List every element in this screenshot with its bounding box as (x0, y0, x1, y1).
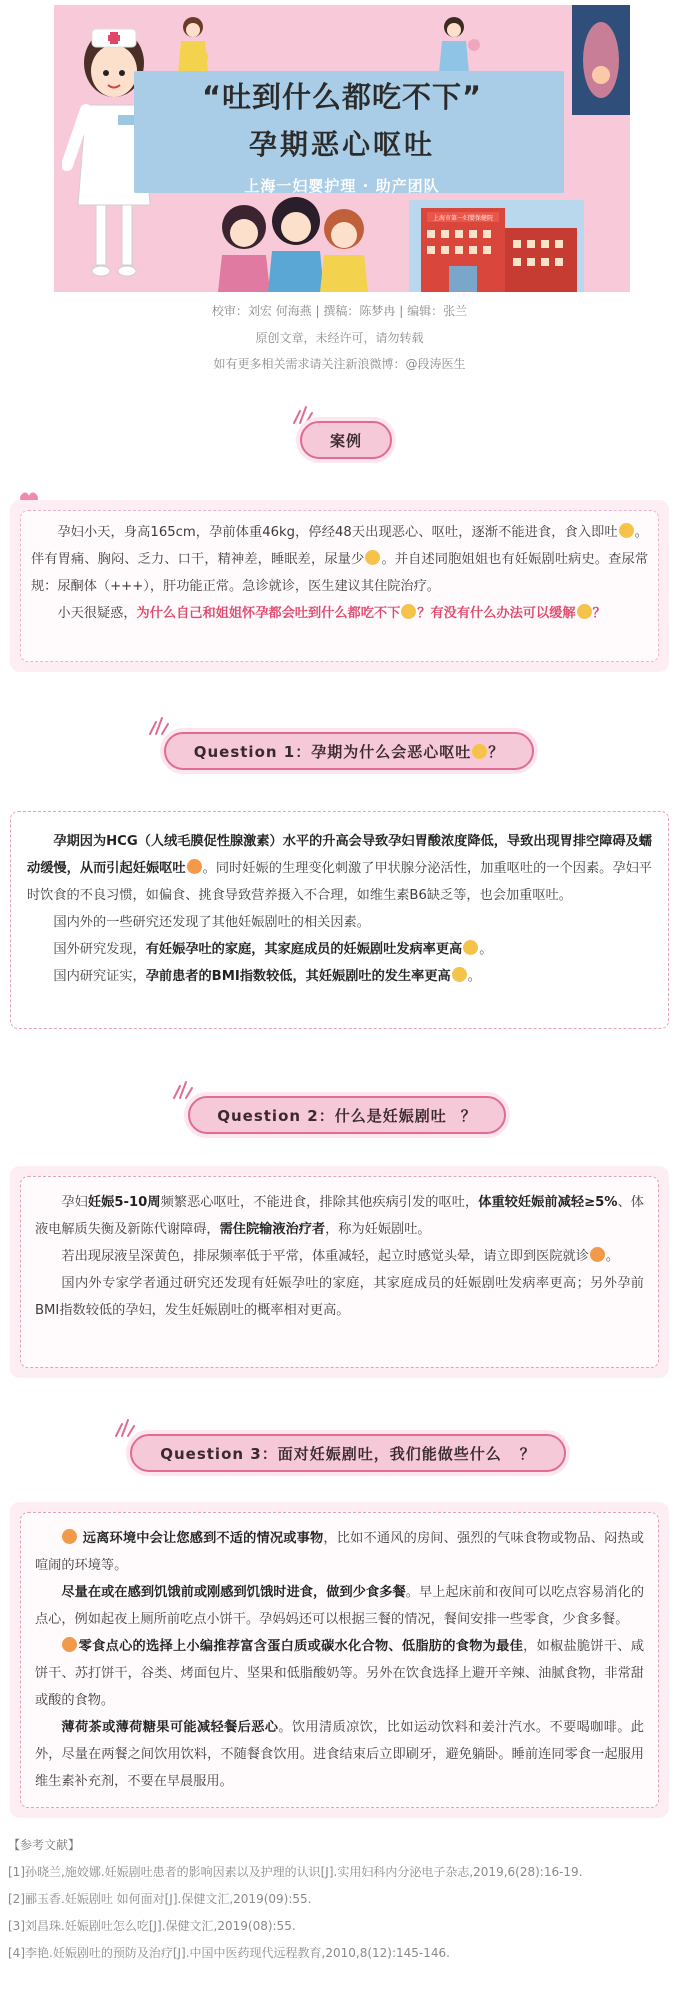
case-paragraph-1: 孕妇小天，身高165cm，孕前体重46kg，停经48天出现恶心、呕吐，逐渐不能进食，食入即吐 。伴有胃痛、胸闷、乏力、口干，精神差，睡眠差，尿量少 。并自述同胞姐姐也有妊娠剧吐病史。查尿常规：尿酮体（+++），肝功能正常。急诊就诊，医生建议其住院治疗。 (31, 525, 649, 594)
banner-subtitle: 孕期恶心呕吐 (248, 128, 435, 161)
case-paragraph-2: 小天很疑惑，为什么自己和姐姐怀孕都会吐到什么都吃不下 ？有没有什么办法可以缓解 ？ (57, 606, 606, 621)
hand-point-icon (62, 1637, 77, 1652)
thinking-face-icon (577, 604, 592, 619)
sparkle-icon (172, 1080, 194, 1100)
question-3-box (10, 1502, 669, 1818)
q2-paragraph-1: 孕妇妊娠5-10周频繁恶心呕吐，不能进食，排除其他疾病引发的呕吐，体重较妊娠前减轻≥5%、体液电解质失衡及新陈代谢障碍，需住院输液治疗者，称为妊娠剧吐。 (35, 1195, 644, 1237)
dizzy-face-icon (463, 940, 478, 955)
hospital-sign-text: 上海市第一妇婴保健院 (432, 215, 494, 222)
question-3-mark: ？ (519, 1444, 536, 1463)
vomit-face-icon (187, 859, 202, 874)
q1-paragraph-4: 国内研究证实，孕前患者的BMI指数较低，其妊娠剧吐的发生率更高 。 (53, 969, 481, 984)
hand-point-icon (62, 1529, 77, 1544)
question-1-mark: ？ (488, 742, 505, 761)
q1-paragraph-1: 孕期因为HCG（人绒毛膜促性腺激素）水平的升高会导致孕妇胃酸浓度降低，导致出现胃排空障碍及蠕动缓慢，从而引起妊娠呕吐 。同时妊娠的生理变化刺激了甲状腺分泌活性，加重呕吐的一个因素。孕妇平时饮食的不良习惯，如偏食、挑食导致营养摄入不合理，如维生素B6缺乏等，也会加重呕吐。 (27, 834, 652, 903)
awkward-face-icon (365, 550, 380, 565)
question-2-label (188, 1096, 506, 1134)
reference-item: [4]李艳.妊娠剧吐的预防及治疗[J].中国中医药现代远程教育,2010,8(12):145-146. (8, 1946, 450, 1960)
pregnant-woman-illustration (166, 13, 221, 77)
reference-item: [1]孙晓兰,施姣娜.妊娠剧吐患者的影响因素以及护理的认识[J].实用妇科内分泌电子杂志,2019,6(28):16-19. (8, 1865, 583, 1879)
q1-paragraph-3: 国外研究发现，有妊娠孕吐的家庭，其家庭成员的妊娠剧吐发病率更高 。 (53, 942, 493, 957)
q2-paragraph-2: 若出现尿液呈深黄色，排尿频率低于平常，体重减轻，起立时感觉头晕，请立即到医院就诊 。 (61, 1249, 620, 1264)
q2-paragraph-3: 国内外专家学者通过研究还发现有妊娠孕吐的家庭，其家庭成员的妊娠剧吐发病率更高；另外孕前BMI指数较低的孕妇，发生妊娠剧吐的概率相对更高。 (35, 1276, 644, 1318)
question-2-mark: ？ (460, 1106, 477, 1125)
q3-paragraph-4: 薄荷茶或薄荷糖果可能减轻餐后恶心。饮用清质凉饮，比如运动饮料和姜汁汽水。不要喝咖啡。此外，尽量在两餐之间饮用饮料，不随餐食饮用。进食结束后立即刷牙，避免躺卧。睡前连同零食一起服用维生素补充剂，不要在早晨服用。 (35, 1720, 644, 1789)
mask-face-icon (590, 1247, 605, 1262)
header-banner (54, 5, 630, 292)
dizzy-face-icon (452, 967, 467, 982)
sad-face-icon (619, 523, 634, 538)
hospital-illustration (409, 200, 584, 292)
thinking-face-icon (401, 604, 416, 619)
question-1-label (164, 732, 534, 770)
case-label: 案例 (300, 421, 392, 459)
q3-paragraph-3: 零食点心的选择上小编推荐富含蛋白质或碳水化合物、低脂肪的食物为最佳，如椒盐脆饼干、咸饼干、苏打饼干，谷类、烤面包片、坚果和低脂酸奶等。另外在饮食选择上避开辛辣、油腻食物，非常甜或酸的食物。 (35, 1639, 644, 1708)
women-group-illustration (204, 197, 384, 292)
reference-item: [3]刘昌珠.妊娠剧吐怎么吃[J].保健文汇,2019(08):55. (8, 1919, 296, 1933)
question-3-label (130, 1434, 566, 1472)
credits-copyright: 原创文章，未经许可，请勿转载 (255, 331, 424, 345)
question-3-text: Question 3：面对妊娠剧吐，我们能做些什么 (160, 1444, 502, 1463)
references-title: 【参考文献】 (8, 1838, 81, 1852)
question-2-text: Question 2：什么是妊娠剧吐 (217, 1106, 447, 1125)
q1-paragraph-2: 国内外的一些研究还发现了其他妊娠剧吐的相关因素。 (53, 915, 370, 930)
case-box (10, 500, 669, 672)
mother-baby-illustration (424, 13, 489, 77)
reference-item: [2]郦玉香.妊娠剧吐 如何面对[J].保健文汇,2019(09):55. (8, 1892, 312, 1906)
sparkle-icon (114, 1418, 136, 1438)
question-1-text: Question 1：孕期为什么会恶心呕吐 (193, 742, 472, 761)
q3-paragraph-2: 尽量在或在感到饥饿前或刚感到饥饿时进食，做到少食多餐。早上起床前和夜间可以吃点容易消化的点心，例如起夜上厕所前吃点小饼干。孕妈妈还可以根据三餐的情况，餐间安排一些零食，少食多餐。 (35, 1585, 645, 1627)
banner-title: “吐到什么都吃不下” (201, 80, 483, 114)
banner-team: 上海一妇婴护理 · 助产团队 (244, 177, 440, 195)
q3-paragraph-1: 远离环境中会让您感到不适的情况或事物，比如不通风的房间、强烈的气味食物或物品、闷热或喧闹的环境等。 (35, 1531, 644, 1573)
question-1-box (10, 811, 669, 1029)
thinking-face-icon (472, 744, 487, 759)
sparkle-icon (148, 716, 170, 736)
credits-editors: 校审：刘宏 何海燕 | 撰稿：陈梦冉 | 编辑：张兰 (211, 304, 468, 318)
question-2-box (10, 1166, 669, 1378)
credits-weibo: 如有更多相关需求请关注新浪微博：@段涛医生 (213, 357, 466, 371)
